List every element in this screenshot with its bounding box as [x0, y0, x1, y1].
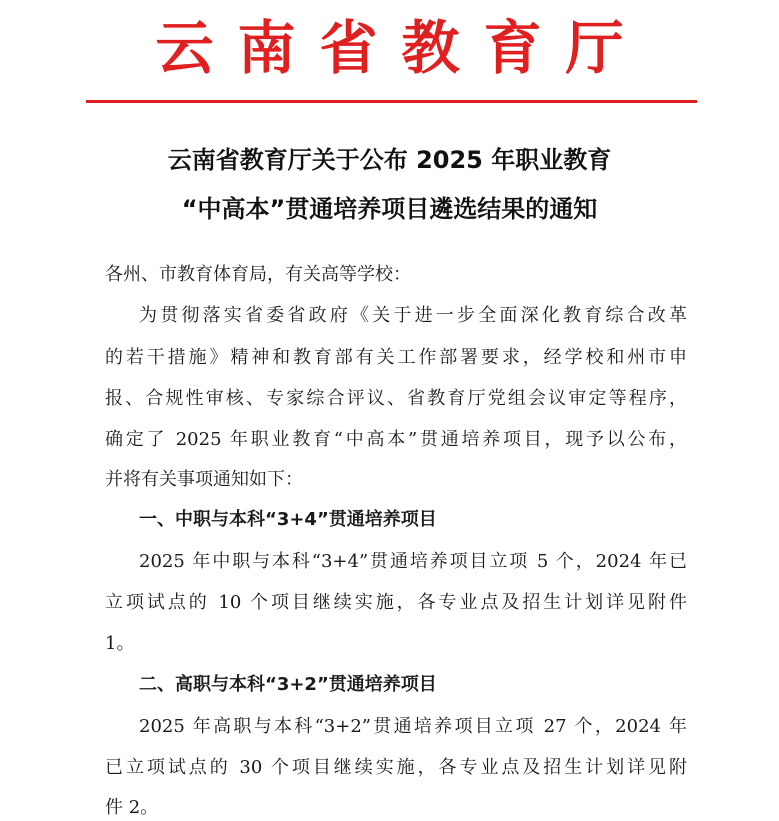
section-1-paragraph-line: 2025 年中职与本科“3+4”贯通培养项目立项 5 个，2024 年已	[139, 551, 687, 572]
salutation: 各州、市教育体育局，有关高等学校：	[105, 264, 411, 285]
intro-paragraph-line: 并将有关事项通知如下：	[105, 469, 303, 490]
section-1-paragraph-line: 立项试点的 10 个项目继续实施，各专业点及招生计划详见附件	[105, 592, 687, 613]
header-red-rule	[86, 100, 697, 103]
section-2-paragraph-line: 2025 年高职与本科“3+2”贯通培养项目立项 27 个，2024 年	[139, 716, 687, 737]
section-2-heading: 二、高职与本科“3+2”贯通培养项目	[139, 674, 437, 695]
document-title-line-2: “中高本”贯通培养项目遴选结果的通知	[181, 195, 598, 223]
section-2-paragraph-line: 件 2。	[105, 797, 159, 818]
intro-paragraph-line: 为贯彻落实省委省政府《关于进一步全面深化教育综合改革	[139, 305, 687, 326]
issuing-organization-header: 云南省教育厅	[155, 14, 648, 82]
intro-paragraph-line: 的若干措施》精神和教育部有关工作部署要求，经学校和州市申	[105, 347, 687, 368]
intro-paragraph-line: 报、合规性审核、专家综合评议、省教育厅党组会议审定等程序，	[105, 388, 687, 409]
section-2-paragraph-line: 已立项试点的 30 个项目继续实施，各专业点及招生计划详见附	[105, 757, 687, 778]
document-title-line-1: 云南省教育厅关于公布 2025 年职业教育	[167, 146, 612, 174]
section-1-heading: 一、中职与本科“3+4”贯通培养项目	[139, 509, 437, 530]
intro-paragraph-line: 确定了 2025 年职业教育“中高本”贯通培养项目，现予以公布，	[105, 429, 687, 450]
section-1-paragraph-line: 1。	[105, 633, 135, 654]
